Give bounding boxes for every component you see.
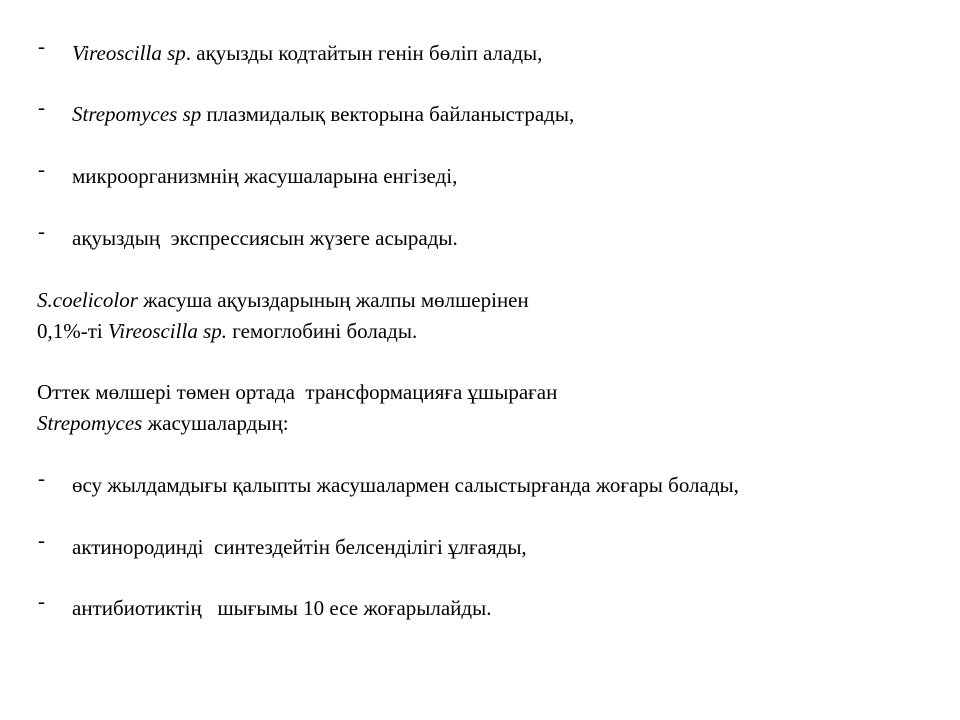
- bullet-rest: плазмидалық векторына байланыстрады,: [201, 102, 575, 126]
- bullet-text: антибиотиктің шығымы 10 есе жоғарылайды.: [72, 596, 492, 620]
- bullet-dash: -: [38, 95, 45, 119]
- species-name: S.coelicolor: [37, 288, 138, 312]
- bullet-rest: микроорганизмнің жасушаларына енгізеді,: [72, 164, 458, 188]
- bullet-dash: -: [38, 528, 45, 552]
- bullet-dash: -: [38, 157, 45, 181]
- bullet-text: [72, 225, 458, 251]
- bullet-item: [38, 589, 492, 699]
- bullet-dash: -: [38, 589, 45, 613]
- paragraph-line: [37, 410, 289, 436]
- species-name: Strepomyces: [37, 411, 143, 435]
- bullet-dash: -: [38, 219, 45, 243]
- species-name: Strepomyces sp: [72, 102, 202, 126]
- bullet-rest: . ақуызды кодтайтын генін бөліп алады,: [185, 41, 543, 65]
- bullet-rest: ақуыздың экспрессиясын жүзеге асырады.: [72, 226, 458, 250]
- bullet-dash: -: [38, 34, 45, 58]
- bullet-text: [72, 40, 542, 66]
- species-name: Vireoscilla sp.: [108, 319, 227, 343]
- paragraph-text: 0,1%-ті: [37, 319, 108, 343]
- bullet-text: актинородинді синтездейтін белсенділігі ұлғаяды,: [72, 535, 527, 559]
- paragraph-text: жасушалардың:: [142, 411, 289, 435]
- species-name: Vireoscilla sp: [72, 41, 186, 65]
- paragraph-line: [37, 287, 529, 313]
- paragraph-line: [37, 318, 417, 344]
- paragraph-text: Оттек мөлшері төмен ортада трансформацияға ұшыраған: [37, 380, 558, 404]
- bullet-text: [72, 163, 457, 189]
- bullet-text: [72, 101, 574, 127]
- paragraph-text: жасуша ақуыздарының жалпы мөлшерінен: [137, 288, 529, 312]
- bullet-text: өсу жылдамдығы қалыпты жасушалармен салыстырғанда жоғары болады,: [72, 473, 739, 497]
- bullet-dash: -: [38, 466, 45, 490]
- paragraph-line: [37, 379, 557, 405]
- paragraph-text: гемоглобині болады.: [227, 319, 418, 343]
